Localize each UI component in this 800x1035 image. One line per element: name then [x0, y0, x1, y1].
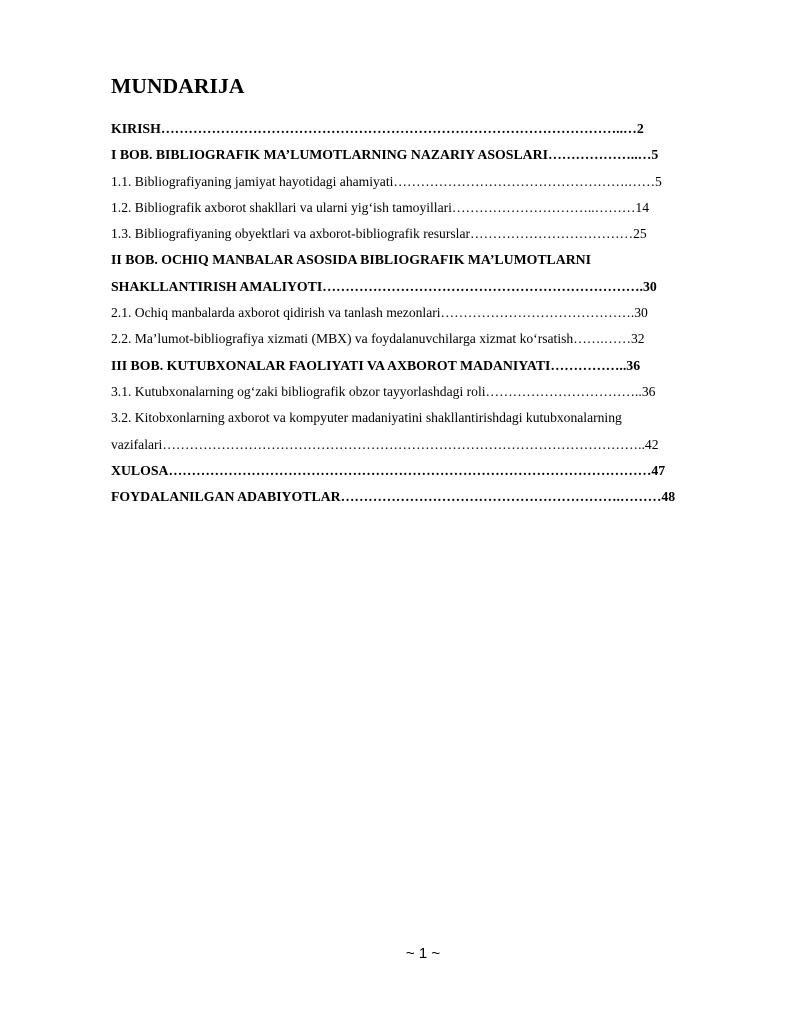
page-title: MUNDARIJA [111, 74, 245, 98]
toc-line: FOYDALANILGAN ADABIYOTLAR…………………………………………………….………48 [111, 489, 676, 505]
toc-line: 1.1. Bibliografiyaning jamiyat hayotidagi ahamiyati…………………………………………….……5 [111, 173, 662, 189]
toc-line: 1.2. Bibliografik axborot shakllari va ularni yig‘ish tamoyillari…………………………..………14 [111, 199, 650, 215]
toc-line: KIRISH………………………………………………………………………………………..…2 [111, 121, 644, 136]
toc-line: I BOB. BIBLIOGRAFIK MA’LUMOTLARNING NAZARIY ASOSLARI………………..…5 [111, 147, 659, 163]
toc-line: 1.3. Bibliografiyaning obyektlari va axborot-bibliografik resurslar………………………………25 [111, 226, 647, 242]
toc-line: 3.1. Kutubxonalarning og‘zaki bibliografik obzor tayyorlashdagi roli……………………………..36 [111, 383, 656, 399]
table-of-contents [111, 116, 751, 510]
toc-line: 2.2. Ma’lumot-bibliografiya xizmati (MBX) va foydalanuvchilarga xizmat ko‘rsatish…….……32 [111, 331, 645, 347]
page-number: ~ 1 ~ [405, 945, 441, 962]
toc-line: vazifalari……………………………………………………………………………………………..42 [111, 436, 659, 452]
toc-line: III BOB. KUTUBXONALAR FAOLIYATI VA AXBOROT MADANIYATI……………..36 [111, 357, 641, 373]
toc-line: 3.2. Kitobxonlarning axborot va kompyuter madaniyatini shakllantirishdagi kutubxonalarning [111, 410, 622, 426]
toc-line: XULOSA……………………………………………………………………………………………47 [111, 462, 666, 478]
toc-line: SHAKLLANTIRISH AMALIYOTI…………………………………………………………….30 [111, 278, 657, 294]
toc-line: II BOB. OCHIQ MANBALAR ASOSIDA BIBLIOGRAFIK MA’LUMOTLARNI [111, 252, 592, 268]
toc-line: 2.1. Ochiq manbalarda axborot qidirish va tanlash mezonlari…………………………………….30 [111, 305, 648, 321]
